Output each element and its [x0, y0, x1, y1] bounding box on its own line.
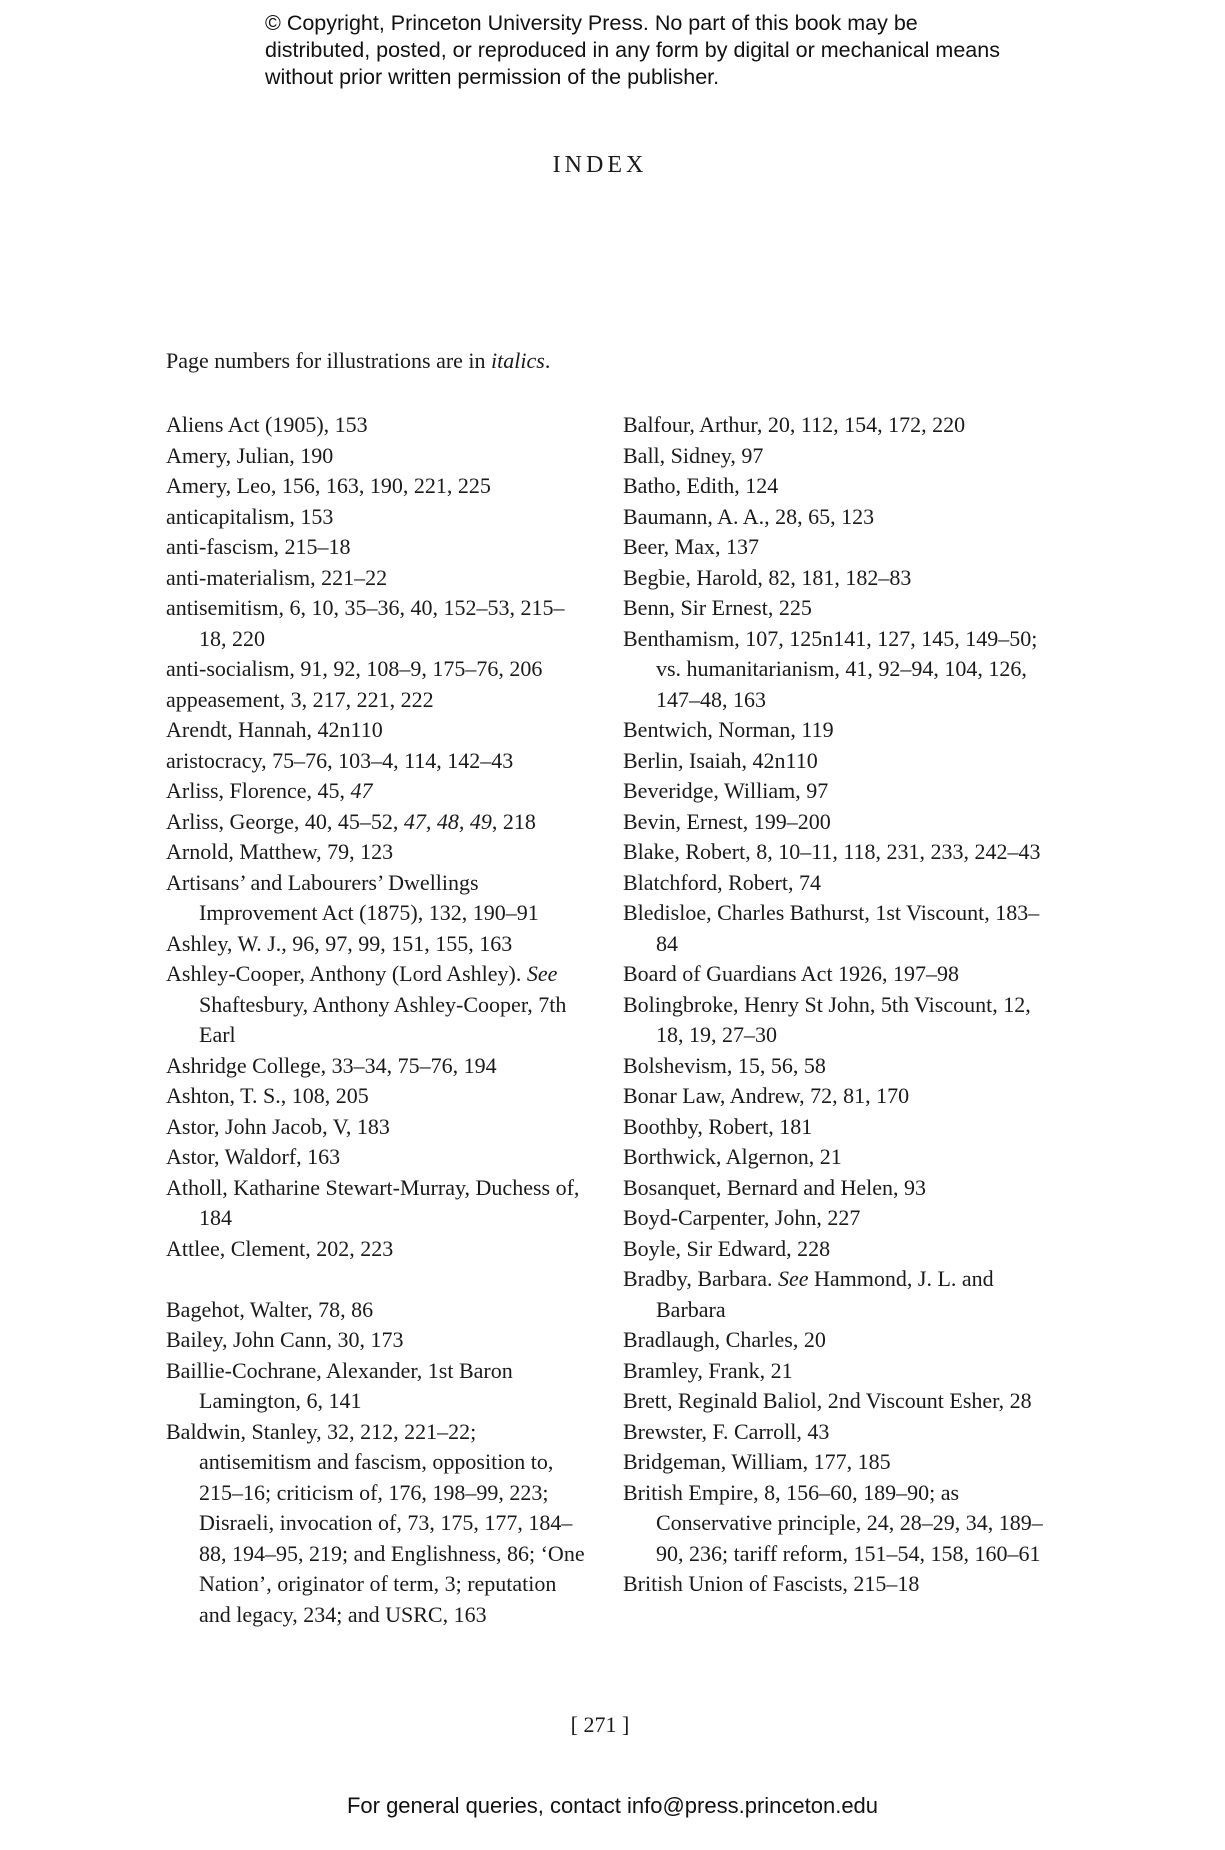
index-entry	[623, 1234, 1043, 1265]
entry-text: Bradby, Barbara.	[623, 1266, 778, 1291]
entry-text: appeasement, 3, 217, 221, 222	[166, 686, 434, 712]
entry-text: Artisans’ and Labourers’ Dwellings Improvement Act (1875), 132, 190–91	[166, 869, 539, 925]
entry-text: Aliens Act (1905), 153	[166, 412, 368, 437]
index-entry	[623, 471, 1043, 502]
entry-text: Brewster, F. Carroll, 43	[623, 1418, 830, 1444]
index-entry	[166, 593, 586, 654]
entry-text: Baillie-Cochrane, Alexander, 1st Baron Lamington, 6, 141	[166, 1357, 513, 1413]
entry-text: Bledisloe, Charles Bathurst, 1st Viscount, 183–84	[623, 900, 1040, 956]
index-entry	[166, 1295, 586, 1326]
index-entry	[623, 410, 1043, 441]
entry-text: Boyle, Sir Edward, 228	[623, 1235, 831, 1261]
entry-text: Blake, Robert, 8, 10–11, 118, 231, 233, 242–43	[623, 839, 1041, 864]
index-entry	[623, 563, 1043, 594]
index-entry	[166, 654, 586, 685]
index-entry	[623, 1569, 1043, 1600]
entry-text: Bolingbroke, Henry St John, 5th Viscount, 12, 18, 19, 27–30	[623, 991, 1031, 1047]
index-entry	[623, 1417, 1043, 1448]
entry-text: Bolshevism, 15, 56, 58	[623, 1052, 826, 1078]
note-prefix: Page numbers for illustrations are in	[166, 348, 492, 373]
entry-text: Berlin, Isaiah, 42n110	[623, 747, 818, 773]
entry-text: Bailey, John Cann, 30, 173	[166, 1327, 404, 1352]
index-entry	[623, 1203, 1043, 1234]
entry-text: Ball, Sidney, 97	[623, 442, 764, 468]
entry-italic: 47	[350, 778, 373, 803]
entry-text: Atholl, Katharine Stewart-Murray, Duchess of, 184	[166, 1174, 580, 1230]
entry-text: Arendt, Hannah, 42n110	[166, 717, 383, 742]
index-entry	[623, 990, 1043, 1051]
index-entry	[623, 624, 1043, 716]
index-entry	[166, 563, 586, 594]
index-entry	[623, 868, 1043, 899]
copyright-notice: © Copyright, Princeton University Press. No part of this book may be distributed, posted, or reproduced in any form by digital or mechanical means without prior written permission of the publisher.	[265, 11, 1000, 89]
index-entry	[623, 1142, 1043, 1173]
index-column-right	[623, 410, 1043, 1600]
index-entry	[166, 837, 586, 868]
index-entry	[623, 1386, 1043, 1417]
index-entry	[623, 1447, 1043, 1478]
index-entry	[166, 1234, 586, 1265]
index-entry	[623, 898, 1043, 959]
entry-text: Arliss, George, 40, 45–52,	[166, 808, 404, 834]
entry-text: British Union of Fascists, 215–18	[623, 1571, 920, 1596]
entry-text-rest: Hammond, J. L. and Barbara	[656, 1266, 994, 1322]
entry-text: Begbie, Harold, 82, 181, 182–83	[623, 564, 912, 590]
index-entry	[623, 807, 1043, 838]
entry-text: Beveridge, William, 97	[623, 778, 829, 803]
entry-text: Balfour, Arthur, 20, 112, 154, 172, 220	[623, 412, 966, 437]
entry-text: Ashton, T. S., 108, 205	[166, 1083, 369, 1108]
note-italic: italics	[491, 348, 545, 373]
index-entry	[166, 807, 586, 838]
index-entry	[166, 1081, 586, 1112]
entry-text-rest: Shaftesbury, Anthony Ashley-Cooper, 7th Earl	[199, 991, 567, 1047]
entry-text: Bridgeman, William, 177, 185	[623, 1449, 891, 1474]
index-entry	[623, 1264, 1043, 1325]
index-entry	[166, 746, 586, 777]
entry-italic: 47, 48, 49	[403, 808, 492, 834]
index-entry	[166, 776, 586, 807]
entry-text: Beer, Max, 137	[623, 534, 759, 559]
entry-text: Astor, John Jacob, V, 183	[166, 1113, 390, 1139]
note-suffix: .	[544, 348, 551, 373]
entry-text: Brett, Reginald Baliol, 2nd Viscount Esher, 28	[623, 1388, 1032, 1413]
index-entry	[166, 1417, 586, 1631]
entry-text: Boyd-Carpenter, John, 227	[623, 1205, 861, 1230]
entry-text: Bevin, Ernest, 199–200	[623, 808, 831, 834]
index-entry	[623, 593, 1043, 624]
footer-contact: For general queries, contact info@press.princeton.edu	[346, 1793, 879, 1818]
entry-text: Borthwick, Algernon, 21	[623, 1144, 842, 1169]
entry-text: Baldwin, Stanley, 32, 212, 221–22; antisemitism and fascism, opposition to, 215–16; criticism of, 176, 198–99, 223; Disraeli, invocation of, 73, 175, 177, 184–88, 194–95, 219; and Englishness, 86; ‘One Nation’, originator of term, 3; reputation and legacy, 234; and USRC, 163	[166, 1418, 585, 1627]
index-entry	[623, 1112, 1043, 1143]
page-title: INDEX	[552, 152, 648, 178]
index-entry	[623, 532, 1043, 563]
entry-text: Board of Guardians Act 1926, 197–98	[623, 961, 960, 986]
illustrations-note	[166, 348, 550, 374]
entry-text-rest: , 218	[491, 808, 536, 834]
index-entry	[623, 837, 1043, 868]
index-entry	[166, 868, 586, 929]
entry-text: Ashridge College, 33–34, 75–76, 194	[166, 1052, 497, 1078]
index-entry	[166, 1112, 586, 1143]
index-entry	[166, 532, 586, 563]
page-number: [ 271 ]	[570, 1712, 630, 1737]
entry-text: Baumann, A. A., 28, 65, 123	[623, 503, 875, 529]
index-entry	[166, 441, 586, 472]
index-column-left	[166, 410, 586, 1630]
entry-text: British Empire, 8, 156–60, 189–90; as Conservative principle, 24, 28–29, 34, 189–90, 236; tariff reform, 151–54, 158, 160–61	[623, 1479, 1043, 1566]
entry-text: Boothby, Robert, 181	[623, 1113, 813, 1139]
index-entry	[623, 715, 1043, 746]
index-entry	[623, 1478, 1043, 1570]
entry-italic: See	[777, 1266, 809, 1291]
entry-text: Bonar Law, Andrew, 72, 81, 170	[623, 1083, 910, 1108]
entry-text: Arliss, Florence, 45,	[166, 778, 351, 803]
index-entry	[166, 1142, 586, 1173]
index-entry	[166, 1356, 586, 1417]
index-entry	[166, 1325, 586, 1356]
index-entry	[166, 929, 586, 960]
entry-text: anti-socialism, 91, 92, 108–9, 175–76, 206	[166, 656, 543, 681]
index-entry	[166, 1051, 586, 1082]
entry-text: Benthamism, 107, 125n141, 127, 145, 149–50; vs. humanitarianism, 41, 92–94, 104, 126, 147–48, 163	[623, 625, 1038, 712]
entry-text: Ashley, W. J., 96, 97, 99, 151, 155, 163	[166, 930, 513, 956]
index-entry	[623, 776, 1043, 807]
index-entry	[623, 1173, 1043, 1204]
entry-text: anti-materialism, 221–22	[166, 564, 388, 590]
entry-text: aristocracy, 75–76, 103–4, 114, 142–43	[166, 747, 514, 773]
index-entry	[623, 1356, 1043, 1387]
entry-text: Ashley-Cooper, Anthony (Lord Ashley).	[166, 961, 527, 986]
entry-text: Bosanquet, Bernard and Helen, 93	[623, 1174, 927, 1200]
entry-italic: See	[526, 961, 558, 986]
entry-text: Bentwich, Norman, 119	[623, 717, 834, 742]
entry-text: Attlee, Clement, 202, 223	[166, 1235, 394, 1261]
entry-text: Bramley, Frank, 21	[623, 1357, 793, 1383]
entry-text: Bagehot, Walter, 78, 86	[166, 1296, 374, 1322]
entry-text: anticapitalism, 153	[166, 503, 334, 529]
index-entry	[623, 441, 1043, 472]
index-entry	[166, 471, 586, 502]
entry-text: Arnold, Matthew, 79, 123	[166, 839, 394, 864]
entry-text: Astor, Waldorf, 163	[166, 1144, 341, 1169]
entry-text: Batho, Edith, 124	[623, 473, 779, 498]
index-entry	[166, 1173, 586, 1234]
index-entry	[623, 959, 1043, 990]
index-entry	[166, 715, 586, 746]
index-entry	[623, 746, 1043, 777]
entry-text: Amery, Julian, 190	[166, 442, 334, 468]
entry-text: Blatchford, Robert, 74	[623, 869, 821, 895]
index-entry	[166, 959, 586, 1051]
entry-text: Benn, Sir Ernest, 225	[623, 595, 812, 620]
index-entry	[166, 410, 586, 441]
entry-text: Bradlaugh, Charles, 20	[623, 1327, 826, 1352]
index-entry	[623, 1081, 1043, 1112]
index-entry	[623, 1325, 1043, 1356]
index-entry	[623, 1051, 1043, 1082]
entry-text: antisemitism, 6, 10, 35–36, 40, 152–53, 215–18, 220	[166, 595, 565, 651]
index-entry	[623, 502, 1043, 533]
letter-gap	[166, 1264, 586, 1295]
index-entry	[166, 685, 586, 716]
entry-text: Amery, Leo, 156, 163, 190, 221, 225	[166, 473, 491, 498]
entry-text: anti-fascism, 215–18	[166, 534, 351, 559]
index-entry	[166, 502, 586, 533]
